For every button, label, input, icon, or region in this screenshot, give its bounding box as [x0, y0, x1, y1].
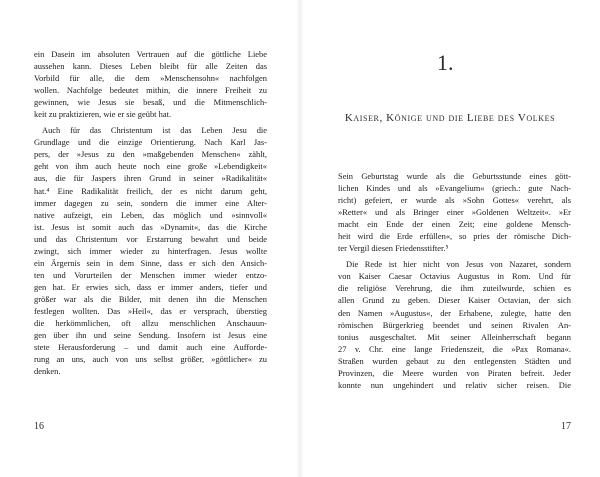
text-line: ten und Vorurteilen der Menschen immer wieder entzo-	[34, 269, 267, 280]
text-line: heit wird die Erde erfüllen«, so pries der römische Dich-	[338, 231, 571, 242]
page-number: 16	[34, 421, 44, 432]
text-line: konnte nun ungehindert und relativ sicher reisen. Die	[338, 379, 571, 390]
text-line: ist. Jesus ist somit auch das »Dynamit«, das die Kirche	[34, 221, 267, 232]
text-line: Grundlage und die einzige Orientierung. Nach Karl Jas-	[34, 137, 267, 148]
text-line: die herkömmlichen, oft allzu menschlichen Anschauun-	[34, 318, 267, 329]
text-line: 27 v. Chr. eine lange Friedenszeit, die »Pax Romana«.	[338, 343, 571, 354]
text-line: und das Christentum vor Erstarrung bewahrt und beide	[34, 233, 267, 244]
text-line: geht von ihm auch heute noch eine große »Lebendigkeit«	[34, 161, 267, 172]
page-number: 17	[561, 421, 571, 432]
text-line: aussehen kann. Dieses Leben bleibt für alle Zeiten das	[34, 61, 267, 72]
text-line: aus, die für Jaspers ihren Grund in seiner »Radikalität«	[34, 173, 267, 184]
text-line: stete Herausforderung – und damit auch eine Aufforde-	[34, 342, 267, 353]
chapter-title: Kaiser, Könige und die Liebe des Volkes	[344, 112, 556, 124]
text-line: tonius ausgeschaltet. Mit seiner Alleinherrschaft begann	[338, 331, 571, 342]
text-line: größer war als die Bilder, mit denen ihn die Menschen	[34, 293, 267, 304]
text-line: macht ein Ende der einen Zeit; eine goldene Mensch-	[338, 219, 571, 230]
left-page-body	[34, 48, 267, 377]
text-line: Auch für das Christentum ist das Leben Jesu die	[42, 125, 267, 136]
text-line: denken.	[34, 366, 61, 377]
text-line: den Namen »Augustus«, der Erhabene, zulegte, hatte den	[338, 307, 571, 318]
text-line: von Kaiser Caesar Octavius Augustus in Rom. Und für	[338, 271, 571, 282]
text-line: Provinzen, die Meere wurden von Piraten befreit. Jeder	[338, 367, 571, 378]
text-line: gen hat. Er erwies sich, dass er immer anders, tiefer und	[34, 281, 267, 292]
text-line: zwingt, sich immer wieder zu hinterfragen. Jesus wollte	[34, 245, 267, 256]
text-line: Sein Geburtstag wurde als die Geburtsstunde eines gött-	[338, 171, 571, 181]
text-line: die religiöse Verehrung, die ihm zuteilwurde, schien es	[338, 283, 571, 294]
text-line: »Retter« und als Bringer einer »Goldenen Weltzeit«. »Er	[338, 207, 571, 218]
text-line: pers, der »Jesus zu den »maßgebenden Menschen« zählt,	[34, 149, 267, 160]
text-line: gen über ihn und seine Sendung. Insofern ist Jesus eine	[34, 330, 267, 341]
text-line: ter Vergil diesen Friedensstifter.⁵	[338, 243, 449, 254]
text-line: römischen Bürgerkrieg beendet und seinen Rivalen An-	[338, 319, 571, 330]
text-line: allen Grund zu geben. Dieser Kaiser Octavian, der sich	[338, 295, 571, 306]
text-line: Vorbild für alle, die dem »Menschensohn« nachfolgen	[34, 73, 267, 84]
text-line: lichen Kindes und als »Evangelium« (griech.: gute Nach-	[338, 183, 571, 194]
text-line: richt) gefeiert, er wurde als »Sohn Gottes« verehrt, als	[338, 195, 571, 206]
right-page-body	[338, 170, 571, 391]
text-line: ein Ärgernis sein in dem Sinne, dass er sich den Ansich-	[34, 257, 267, 268]
text-line: ein Dasein im absoluten Vertrauen auf die göttliche Liebe	[34, 49, 267, 59]
text-line: immer dagegen zu sein, sondern die immer eine Alter-	[34, 197, 267, 208]
chapter-number: 1.	[437, 50, 454, 75]
text-line: wollen. Nachfolge bedeutet mithin, die innere Freiheit zu	[34, 85, 267, 96]
text-line: Straßen wurden gebaut zu den entlegensten Städten und	[338, 355, 571, 366]
text-line: rung an uns, auch von uns selbst größer, »göttlicher« zu	[34, 354, 267, 365]
text-line: gewinnen, wie Jesus sie besaß, und die Mitmenschlich-	[34, 97, 267, 108]
text-line: Die Rede ist hier nicht von Jesus von Nazaret, sondern	[346, 259, 571, 270]
text-line: native aufzeigt, ein Leben, das möglich und »sinnvoll«	[34, 209, 267, 220]
text-line: keit zu praktizieren, wie er sie geübt hat.	[34, 109, 172, 120]
text-line: festlegen wollten. Das »Heil«, das er versprach, überstieg	[34, 305, 267, 316]
text-line: hat.⁴ Eine Radikalität freilich, der es nicht darum geht,	[34, 185, 267, 196]
right-page	[300, 0, 600, 477]
